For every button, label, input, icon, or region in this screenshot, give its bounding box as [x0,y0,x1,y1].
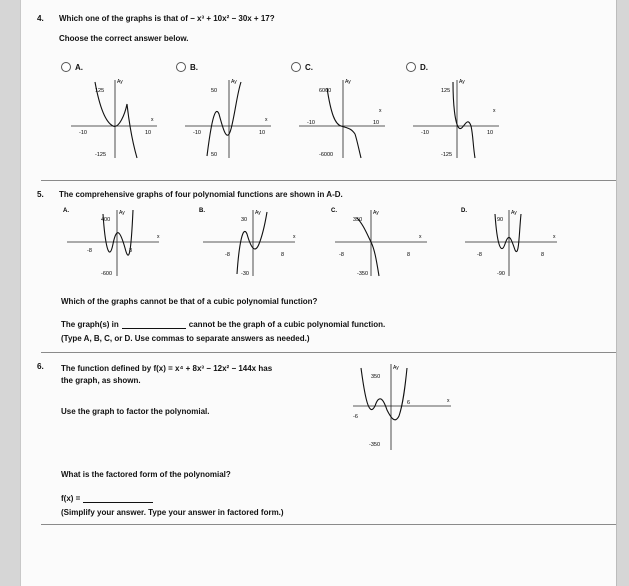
ytick-top: 50 [211,88,218,94]
xtick-left: -8 [339,252,344,258]
q4-option-d[interactable] [406,62,428,72]
q4-instruction: Choose the correct answer below. [59,34,189,43]
q4-graph-c [293,74,393,162]
ytick-top: 350 [371,374,381,380]
q5-graph-b [195,204,305,280]
ytick-bottom: -6000 [319,152,334,158]
q6-instruction: Use the graph to factor the polynomial. [61,407,210,416]
svg-text:Ay: Ay [345,79,351,85]
svg-text:Ay: Ay [255,210,261,216]
xtick-left: -6 [353,414,358,420]
q4-option-b-label: B. [190,62,198,72]
xtick-right: 8 [407,252,411,258]
ytick-bottom: 50 [211,152,218,158]
q5-graph-d [457,204,567,280]
axis-x-label: x [157,234,160,240]
axis-x-label: x [493,108,496,114]
ytick-top: 125 [441,88,451,94]
worksheet-page [20,0,617,586]
graph-label: D. [461,208,467,214]
q5-question: The comprehensive graphs of four polynomial functions are shown in A-D. [59,190,343,199]
q4-option-c-label: C. [305,62,313,72]
svg-text:Ay: Ay [119,210,125,216]
q6-answer-prefix: f(x) = [61,494,81,503]
svg-text:Ay: Ay [511,210,517,216]
q4-graph-b [179,74,279,162]
svg-text:Ay: Ay [459,79,465,85]
graph-label: C. [331,208,337,214]
axis-x-label: x [151,117,154,123]
q6-question-line2: the graph, as shown. [61,376,141,385]
ytick-bottom: -90 [497,271,505,277]
divider [41,352,616,353]
q4-graph-d [407,74,507,162]
xtick-right: 8 [281,252,285,258]
svg-text:Ay: Ay [231,79,237,85]
radio-a[interactable] [61,62,71,72]
q6-hint: (Simplify your answer. Type your answer in factored form.) [61,508,284,517]
radio-b[interactable] [176,62,186,72]
q5-graph-c [327,204,437,280]
xtick-left: -10 [79,130,87,136]
q4-option-a-label: A. [75,62,83,72]
ytick-bottom: -125 [441,152,453,158]
q5-answer-suffix: cannot be the graph of a cubic polynomial function. [188,320,386,329]
ytick-bottom: -350 [357,271,369,277]
q5-sub-question: Which of the graphs cannot be that of a cubic polynomial function? [61,297,318,306]
q5-answer-line [61,320,385,329]
xtick-left: -10 [307,120,315,126]
q4-number: 4. [37,14,44,23]
ytick-top: 30 [241,217,248,223]
q6-answer-line [61,494,156,503]
ytick-top: 125 [95,88,105,94]
xtick-left: -10 [193,130,201,136]
q6-graph [347,358,457,454]
radio-c[interactable] [291,62,301,72]
radio-d[interactable] [406,62,416,72]
xtick-right: 10 [487,130,494,136]
xtick-right: 10 [259,130,266,136]
xtick-left: -8 [477,252,482,258]
ytick-bottom: -125 [95,152,107,158]
divider [41,524,616,525]
q4-option-b[interactable] [176,62,198,72]
ytick-top: 400 [101,217,111,223]
xtick-right: 10 [373,120,380,126]
axis-x-label: x [379,108,382,114]
ytick-top: 350 [353,217,363,223]
ytick-bottom: -350 [369,442,381,448]
axis-x-label: x [419,234,422,240]
ytick-top: 6000 [319,88,332,94]
q6-question-line1: The function defined by f(x) = x⁴ + 8x³ − 12x² − 144x has [61,364,273,373]
q5-graph-a [59,204,169,280]
q4-option-d-label: D. [420,62,428,72]
xtick-right: 10 [145,130,152,136]
ytick-bottom: -600 [101,271,113,277]
xtick-right: 8 [129,248,133,254]
svg-text:Ay: Ay [393,365,399,371]
ytick-top: 90 [497,217,504,223]
q6-answer-input[interactable] [83,494,153,503]
graph-label: B. [199,208,205,214]
q4-option-c[interactable] [291,62,313,72]
axis-x-label: x [293,234,296,240]
q4-graph-a [65,74,165,162]
graph-label: A. [63,208,69,214]
q5-number: 5. [37,190,44,199]
xtick-left: -8 [225,252,230,258]
xtick-left: -10 [421,130,429,136]
q4-option-a[interactable] [61,62,83,72]
axis-x-label: x [447,398,450,404]
xtick-right: 8 [541,252,545,258]
q5-answer-prefix: The graph(s) in [61,320,119,329]
q5-answer-input[interactable] [122,320,186,329]
q4-question: Which one of the graphs is that of − x³ + 10x² − 30x + 17? [59,14,275,23]
divider [41,180,616,181]
svg-text:Ay: Ay [117,79,123,85]
q6-sub-question: What is the factored form of the polynomial? [61,470,231,479]
ytick-bottom: -30 [241,271,249,277]
xtick-right: 6 [407,400,411,406]
q6-number: 6. [37,362,44,371]
q5-hint: (Type A, B, C, or D. Use commas to separate answers as needed.) [61,334,310,343]
axis-x-label: x [265,117,268,123]
axis-x-label: x [553,234,556,240]
xtick-left: -8 [87,248,92,254]
svg-text:Ay: Ay [373,210,379,216]
